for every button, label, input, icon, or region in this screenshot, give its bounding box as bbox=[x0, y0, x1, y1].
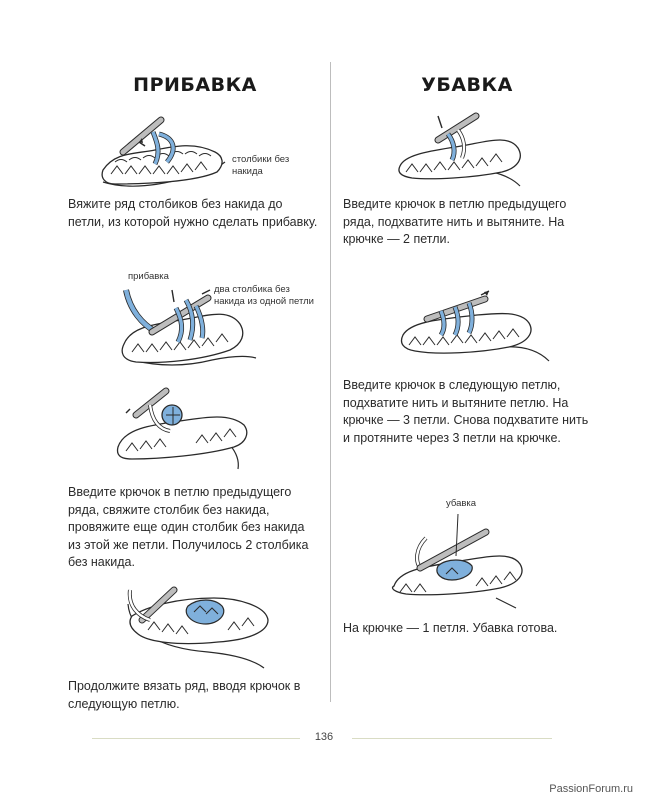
decrease-label: убавка bbox=[446, 498, 477, 509]
decrease-title: УБАВКА bbox=[421, 74, 513, 96]
column-divider bbox=[330, 62, 331, 702]
increase-step-3-text: Продолжите вязать ряд, вводя крючок в следующую петлю. bbox=[68, 679, 301, 711]
increase-figure-1 bbox=[95, 112, 235, 192]
decrease-step-1-text: Введите крючок в петлю предыдущего ряда, подхватите нить и вытяните. На крючке — 2 петли. bbox=[343, 197, 567, 246]
increase-step-2-text: Введите крючок в петлю предыдущего ряда, свяжите столбик без накида, провяжите еще один столбик без накида из этой же петли. Получилось 2 столбика без накида. bbox=[68, 485, 309, 569]
increase-label: прибавка bbox=[128, 271, 169, 282]
increase-figure-3 bbox=[110, 385, 260, 470]
decrease-figure-1 bbox=[392, 112, 532, 187]
two-stitches-label: два столбика без накида из одной петли bbox=[214, 284, 314, 307]
increase-title: ПРИБАВКА bbox=[133, 74, 257, 96]
decrease-figure-2 bbox=[393, 285, 553, 365]
footer-rule-left bbox=[92, 738, 300, 739]
increase-step-1-text: Вяжите ряд столбиков без накида до петли, из которой нужно сделать прибавку. bbox=[68, 197, 318, 229]
watermark: PassionForum.ru bbox=[549, 783, 633, 795]
decrease-figure-3 bbox=[386, 508, 536, 608]
decrease-step-3-text: На крючке — 1 петля. Убавка готова. bbox=[343, 621, 558, 635]
decrease-step-2-text: Введите крючок в следующую петлю, подхватите нить и вытяните петлю. На крючке — 3 петли. Снова подхватите нить и протяните через 3 петли на крючке. bbox=[343, 378, 589, 445]
stitches-no-yo-label: столбики без накида bbox=[232, 154, 290, 177]
increase-figure-4 bbox=[118, 580, 273, 670]
footer-rule-right bbox=[352, 738, 552, 739]
increase-figure-2 bbox=[112, 280, 262, 380]
page-number: 136 bbox=[314, 731, 334, 743]
